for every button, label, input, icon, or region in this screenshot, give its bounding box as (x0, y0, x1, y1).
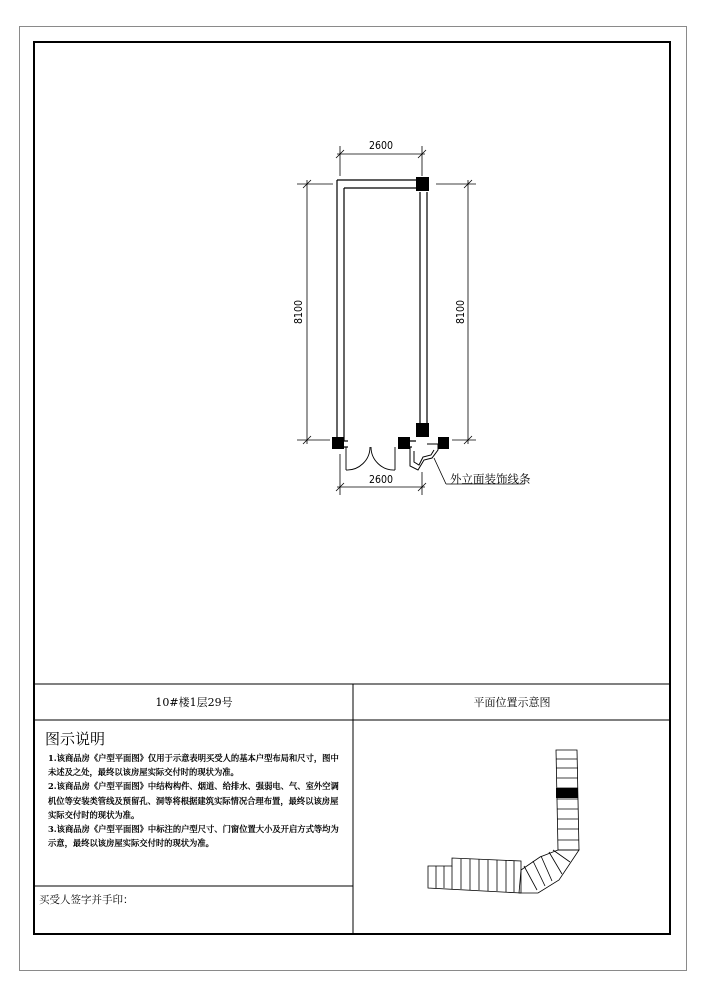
dimension-lines (297, 146, 524, 495)
structural-columns (332, 177, 449, 449)
facade-trim-profile (410, 444, 438, 470)
note-item: 1.该商品房《户型平面图》仅用于示意表明买受人的基本户型布局和尺寸，图中未述及之处，最终以该房屋实际交付时的现状为准。 (48, 753, 339, 778)
facade-trim-callout: 外立面装饰线条 (450, 472, 531, 486)
site-location-keyplan (428, 750, 579, 893)
notes-heading: 图示说明 (45, 730, 106, 748)
dim-bottom-label: 2600 (368, 474, 394, 486)
dimension-labels (293, 140, 467, 486)
buyer-signature-label: 买受人签字并手印： (39, 894, 134, 906)
dim-left-label: 8100 (293, 299, 305, 325)
dim-top-label: 2600 (368, 140, 394, 152)
notes-list (48, 751, 346, 850)
unit-location-highlight (556, 788, 578, 798)
location-plan-title: 平面位置示意图 (473, 696, 551, 709)
double-door (346, 447, 395, 470)
note-item: 3.该商品房《户型平面图》中标注的户型尺寸、门窗位置大小及开启方式等均为示意，最终以该房屋实际交付时的现状为准。 (48, 824, 339, 849)
note-item: 2.该商品房《户型平面图》中结构构件、烟道、给排水、强弱电、气、室外空调机位等安装类管线及预留孔、洞等将根据建筑实际情况合理布置，最终以该房屋实际交付时的现状为准。 (48, 781, 339, 820)
dim-right-label: 8100 (455, 299, 467, 325)
unit-number-label: 10#楼1层29号 (155, 696, 233, 709)
